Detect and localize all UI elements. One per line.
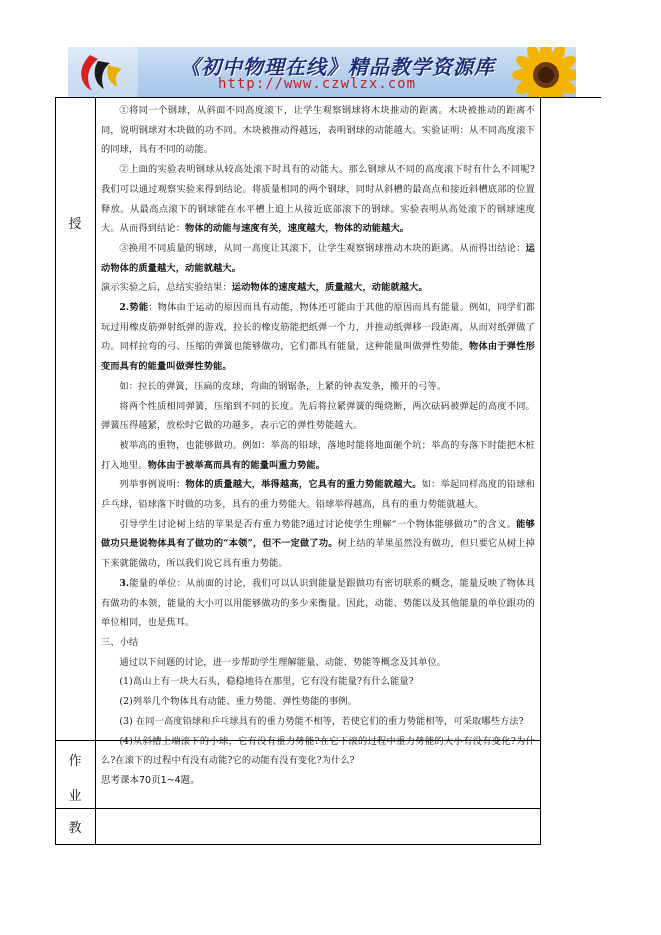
banner-title: 《初中物理在线》精品教学资源库 bbox=[180, 55, 495, 79]
section-number-3: 3. bbox=[119, 577, 130, 589]
paragraph-4: 演示实验之后，总结实验结果：运动物体的速度越大，质量越大，动能就越大。 bbox=[101, 282, 428, 294]
note-ability: 能够做功只是说物体具有了做功的“本领”，但不一定做了功。 bbox=[101, 518, 535, 550]
paragraph-gravity: 被举高的重物，也能够做功。例如：举高的铅球，落地时能将地面砸个坑；举高的夯落下时能把木桩打入地里。物体由于被举高而具有的能量叫重力势能。 bbox=[101, 439, 535, 471]
table-edge-line bbox=[541, 97, 601, 98]
paragraph-spring: 将两个性质相同弹簧，压缩到不同的长度。先后将拉紧弹簧的绳烧断，两次砝码被弹起的高度不同。弹簧压得越紧，放松时它做的功越多，表示它的弹性势能越大。 bbox=[101, 400, 535, 432]
paragraph-2: ②上面的实验表明钢球从较高处滚下时具有的动能大。那么钢球从不同的高度滚下时有什么不同呢?我们可以通过观察实验来得到结论。将质量相同的两个钢球，同时从斜槽的最高点和接近斜槽底部的位置释放。从最高点滚下的钢球能在水平槽上追上从接近底部滚下的钢球。实验表明从高处滚下的钢球速度大。从而得到结论：物体的动能与速度有关，速度越大，物体的动能越大。 bbox=[101, 164, 535, 235]
paragraph-3: ③换用不同质量的钢球，从同一高度让其滚下，让学生观察钢球推动木块的距离。从而得出结论：运动物体的质量越大，动能就越大。 bbox=[101, 242, 535, 274]
definition-gravitational: 物体由于被举高而具有的能量叫重力势能。 bbox=[147, 459, 326, 471]
label-teaching: 授 bbox=[68, 217, 82, 232]
sunflower-icon bbox=[506, 47, 576, 97]
conclusion-speed: 物体的动能与速度有关，速度越大，物体的动能越大。 bbox=[185, 223, 410, 235]
paragraph-apple: 引导学生讨论树上结的苹果是否有重力势能?通过讨论使学生理解“一个物体能够做功”的含义。能够做功只是说物体具有了做功的“本领”，但不一定做了功。树上结的苹果虽然没有做功，但只要它从树上掉下来就能做功，所以我们说它具有重力势能。 bbox=[101, 518, 536, 570]
logo-icon bbox=[68, 47, 138, 97]
table-column-divider bbox=[95, 97, 96, 845]
lesson-content bbox=[101, 101, 535, 771]
homework-text: 思考课本70页1~4题。 bbox=[101, 775, 200, 786]
question-2: (2)列举几个物体具有动能、重力势能、弹性势能的事例。 bbox=[119, 696, 357, 708]
paragraph-potential-energy: 2.势能：物体由于运动的原因而具有动能，物体还可能由于其他的原因而具有能量。例如，同学们都玩过用橡皮筋弹射纸弹的游戏，拉长的橡皮筋能把纸弹一个力，并推动纸弹移一段距离，从而对纸弹做了功。同样拉弯的弓、压缩的弹簧也能够做功，它们都具有能量，这种能量叫做弹性势能，物体由于弹性形变而具有的能量叫做弹性势能。 bbox=[101, 302, 535, 373]
label-homework-1: 作 bbox=[68, 754, 82, 769]
summary-heading: 三、小结 bbox=[101, 636, 139, 648]
banner-url[interactable]: http://www.czwlzx.com bbox=[218, 76, 417, 92]
definition-elastic: 物体由于弹性形变而具有的能量叫做弹性势能。 bbox=[101, 341, 535, 373]
label-reflection: 教 bbox=[68, 821, 82, 836]
question-3: (3) 在同一高度铅球和乒乓球具有的重力势能不相等，若使它们的重力势能相等，可采取哪些方法? bbox=[119, 715, 524, 727]
question-4: (4)从斜槽上端滚下的小球，它有没有重力势能?在它下滚的过程中重力势能的大小有没有变化?为什么?在滚下的过程中有没有动能?它的动能有没有变化?为什么? bbox=[101, 735, 535, 767]
conclusion-gravitational: 物体的质量越大，举得越高，它具有的重力势能就越大。 bbox=[185, 479, 422, 491]
header-banner bbox=[68, 47, 576, 97]
summary-intro: 通过以下问题的讨论，进一步帮助学生理解能量、动能、势能等概念及其单位。 bbox=[119, 656, 447, 668]
paragraph-mass-height: 列举事例说明：物体的质量越大，举得越高，它具有的重力势能就越大。如：举起同样高度的铅球和乒乓球，铅球落下时做的功多，具有的重力势能大。铅球举得越高，具有的重力势能就越大。 bbox=[101, 479, 535, 511]
paragraph-examples: 如：拉长的弹簧，压扁的皮球，弯曲的钢锯条，上紧的钟表发条，搬开的弓等。 bbox=[119, 380, 447, 392]
conclusion-mass: 运动物体的质量越大，动能就越大。 bbox=[101, 242, 535, 274]
question-1: (1)高山上有一块大石头，稳稳地待在那里，它有没有能量?有什么能量? bbox=[119, 676, 414, 688]
section-number-2: 2.势能 bbox=[119, 302, 149, 314]
paragraph-unit: 3.能量的单位：从前面的讨论，我们可以认识到能量是跟做功有密切联系的概念，能量反映了物体具有做功的本领，能量的大小可以用能够做功的多少来衡量。因此，动能、势能以及其他能量的单位跟功的单位相同，也是焦耳。 bbox=[101, 577, 535, 629]
table-row-divider bbox=[55, 808, 541, 809]
conclusion-summary: 运动物体的速度越大，质量越大，动能就越大。 bbox=[231, 282, 428, 294]
paragraph-1: ①将同一个钢球，从斜面不同高度滚下，让学生观察钢球将木块推动的距离。木块被推动的距离不同，说明钢球对木块做的功不同。木块被推动得越远，表明钢球的动能越大。实验证明：从不同高度滚下的同球，具有不同的动能。 bbox=[101, 105, 535, 156]
label-homework-2: 业 bbox=[68, 789, 82, 804]
